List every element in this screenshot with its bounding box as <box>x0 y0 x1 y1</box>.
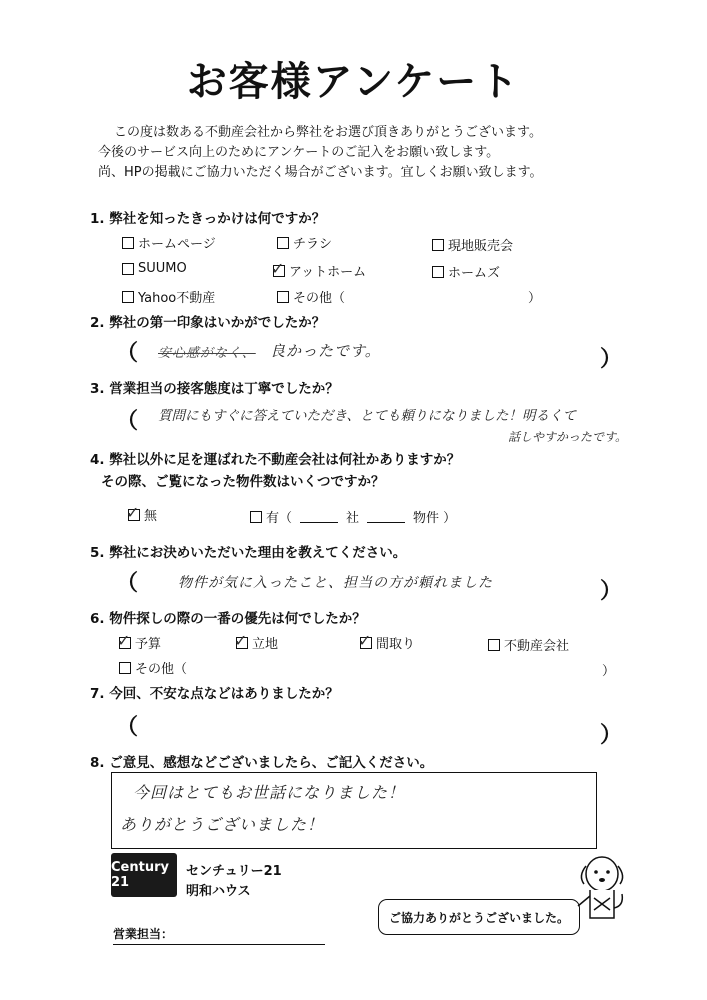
q7-question: 7. 今回、不安な点などはありましたか？ <box>90 686 339 702</box>
checkbox[interactable] <box>234 630 248 650</box>
q6-option-budget[interactable]: ✓ 予算 <box>117 630 162 652</box>
checkbox[interactable] <box>250 511 262 523</box>
q3-answer-line-1[interactable]: 質問にもすぐに答えていただき、とても頼りになりました！明るくて <box>158 408 576 424</box>
q7-paren-open: （ <box>116 715 139 740</box>
check-mark-icon: ✓ <box>234 630 248 650</box>
q6-option-agency[interactable]: 不動産会社 <box>488 635 569 654</box>
q3-paren-open: （ <box>116 409 139 434</box>
q2-paren-open: （ <box>116 341 139 366</box>
checkbox[interactable] <box>277 291 289 303</box>
q1-option-other[interactable]: その他（ <box>277 287 345 306</box>
checkbox[interactable] <box>488 639 500 651</box>
checkbox[interactable] <box>271 258 285 278</box>
q6-other-close: ） <box>602 664 616 679</box>
q5-answer[interactable]: 物件が気に入ったこと、担当の方が頼れました <box>178 575 493 591</box>
q5-paren-close: ） <box>600 579 623 604</box>
q2-struck-text: 安心感がなく、 <box>158 346 256 361</box>
intro-line-3: 尚、HPの掲載にご協力いただく場合がございます。宜しくお願い致します。 <box>98 165 543 180</box>
checkbox[interactable] <box>277 237 289 249</box>
q4-option-yes[interactable]: 有（ 社 物件 ） <box>250 507 456 526</box>
q4-question-line-1: 4. 弊社以外に足を運ばれた不動産会社は何社かありますか？ <box>90 452 461 468</box>
company-count-blank[interactable] <box>300 510 338 523</box>
property-count-blank[interactable] <box>367 510 405 523</box>
checkbox[interactable] <box>126 502 140 522</box>
q1-option-homepage[interactable]: ホームページ <box>122 233 216 252</box>
checkbox[interactable] <box>358 630 372 650</box>
q8-question: 8. ご意見、感想などございましたら、ご記入ください。 <box>90 755 434 771</box>
q7-paren-close: ） <box>600 723 623 748</box>
q4-question-line-2: その際、ご覧になった物件数はいくつですか？ <box>101 474 385 490</box>
checkbox[interactable] <box>432 239 444 251</box>
check-mark-icon: ✓ <box>271 258 285 278</box>
company-name-line-2: 明和ハウス <box>186 884 251 899</box>
q3-answer-line-2[interactable]: 話しやすかったです。 <box>508 430 628 444</box>
check-mark-icon: ✓ <box>358 630 372 650</box>
q5-paren-open: （ <box>116 571 139 596</box>
company-name-line-1: センチュリー21 <box>186 864 282 879</box>
checkbox[interactable] <box>122 291 134 303</box>
checkbox[interactable] <box>122 263 134 275</box>
q6-question: 6. 物件探しの際の一番の優先は何でしたか？ <box>90 611 366 627</box>
q1-option-homes[interactable]: ホームズ <box>432 262 500 281</box>
q1-question: 1. 弊社を知ったきっかけは何ですか？ <box>90 211 326 227</box>
q1-other-close: ） <box>528 291 542 306</box>
checkbox[interactable] <box>117 630 131 650</box>
intro-line-2: 今後のサービス向上のためにアンケートのご記入をお願い致します。 <box>98 145 500 160</box>
q6-option-other[interactable]: その他（ <box>119 658 187 677</box>
q1-option-flyer[interactable]: チラシ <box>277 233 332 252</box>
q8-answer-line-1: 今回はとてもお世話になりました！ <box>133 783 406 802</box>
q4-option-none[interactable]: ✓ 無 <box>126 502 158 524</box>
q2-question: 2. 弊社の第一印象はいかがでしたか？ <box>90 315 326 331</box>
check-mark-icon: ✓ <box>117 630 131 650</box>
q3-question: 3. 営業担当の接客態度は丁寧でしたか？ <box>90 381 339 397</box>
q5-question: 5. 弊社にお決めいただいた理由を教えてください。 <box>90 545 407 561</box>
staff-field[interactable]: 営業担当： <box>113 925 325 945</box>
page-title: お客様アンケート <box>186 59 521 105</box>
checkbox[interactable] <box>119 662 131 674</box>
q1-option-open-house[interactable]: 現地販売会 <box>432 235 513 254</box>
check-mark-icon: ✓ <box>126 502 140 522</box>
checkbox[interactable] <box>122 237 134 249</box>
thanks-speech-bubble: ご協力ありがとうございました。 <box>378 899 580 935</box>
intro-line-1: この度は数ある不動産会社から弊社をお選び頂きありがとうございます。 <box>114 125 542 140</box>
q1-option-athome[interactable]: ✓ アットホーム <box>271 258 367 280</box>
q6-option-floor-plan[interactable]: ✓ 間取り <box>358 630 416 652</box>
checkbox[interactable] <box>432 266 444 278</box>
q2-answer[interactable]: 良かったです。 <box>270 342 381 360</box>
q1-option-yahoo[interactable]: Yahoo不動産 <box>122 287 215 306</box>
q6-option-location[interactable]: ✓ 立地 <box>234 630 279 652</box>
century21-logo: Century 21 <box>111 853 177 897</box>
mascot-dog-icon <box>568 848 628 928</box>
q8-answer-line-2: ありがとうございました！ <box>120 815 325 834</box>
q2-paren-close: ） <box>600 347 623 372</box>
q1-option-suumo[interactable]: SUUMO <box>122 261 187 276</box>
